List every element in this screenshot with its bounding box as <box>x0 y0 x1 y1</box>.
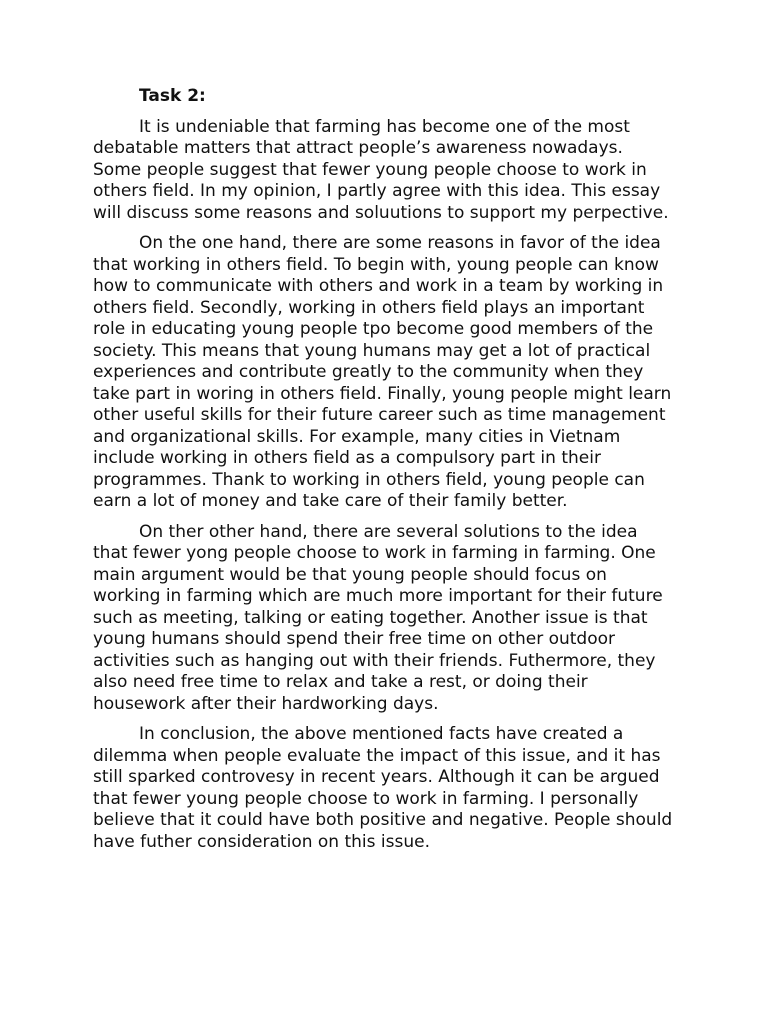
document-title: Task 2: <box>139 86 206 106</box>
paragraph-body-solutions: On ther other hand, there are several solutions to the idea that fewer yong people choose to work in farming in farming. One main argument would be that young people should focus on working in farming which are much more important for their future such as meeting, talking or eating together. Another issue is that young humans should spend their free time on other outdoor activities such as hanging out with their friends. Futhermore, they also need free time to relax and take a rest, or doing their housework after their hardworking days. <box>93 521 663 714</box>
paragraph-body-reasons: On the one hand, there are some reasons in favor of the idea that working in others field. To begin with, young people can know how to communicate with others and work in a team by working in others field. Secondly, working in others field plays an important role in educating young people tpo become good members of the society. This means that young humans may get a lot of practical experiences and contribute greatly to the community when they take part in woring in others field. Finally, young people might learn other useful skills for their future career such as time management and organizational skills. For example, many cities in Vietnam include working in others field as a compulsory part in their programmes. Thank to working in others field, young people can earn a lot of money and take care of their family better. <box>93 233 672 511</box>
paragraph-introduction: It is undeniable that farming has become one of the most debatable matters that attract people’s awareness nowadays. Some people suggest that fewer young people choose to work in others field. In my opinion, I partly agree with this idea. This essay will discuss some reasons and soluutions to support my perpective. <box>93 116 669 223</box>
document-body <box>93 86 675 862</box>
paragraph-conclusion: In conclusion, the above mentioned facts have created a dilemma when people evaluate the impact of this issue, and it has still sparked controvesy in recent years. Although it can be argued that fewer young people choose to work in farming. I personally believe that it could have both positive and negative. People should have futher consideration on this issue. <box>93 724 673 852</box>
